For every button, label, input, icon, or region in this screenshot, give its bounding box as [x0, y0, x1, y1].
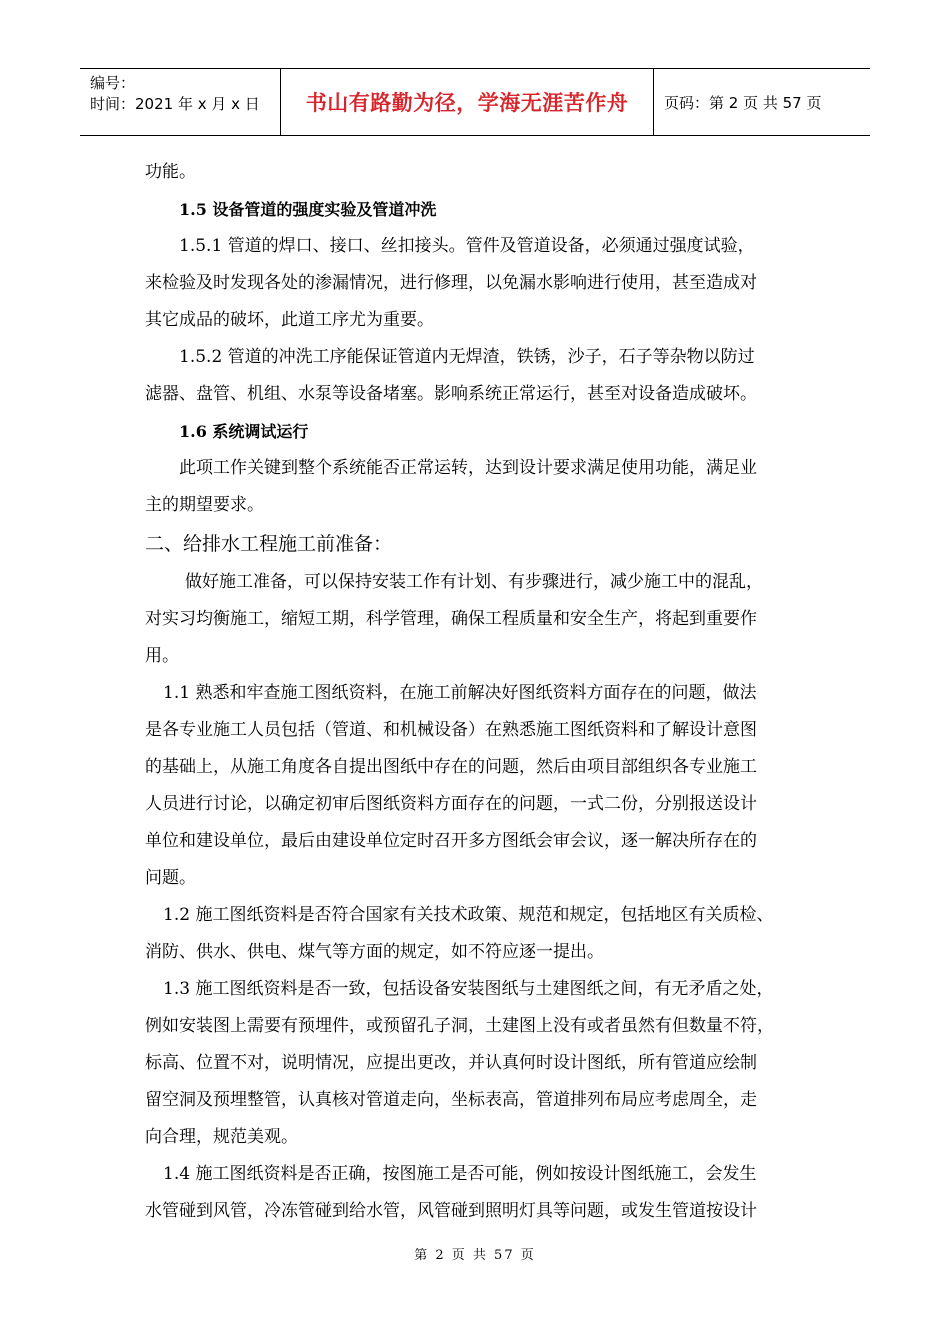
paragraph-line: 1.1 熟悉和牢查施工图纸资料，在施工前解决好图纸资料方面存在的问题，做法: [163, 683, 757, 703]
section-heading-1-5: 1.5 设备管道的强度实验及管道冲洗: [179, 200, 437, 219]
paragraph-text: 功能。: [145, 162, 196, 182]
chapter-heading: 二、给排水工程施工前准备：: [145, 533, 393, 555]
header-meta: [80, 69, 281, 135]
paragraph-line: 1.2 施工图纸资料是否符合国家有关技术政策、规范和规定，包括地区有关质检、: [163, 905, 774, 925]
paragraph-line: 1.5.1 管道的焊口、接口、丝扣接头。管件及管道设备，必须通过强度试验，: [179, 236, 755, 256]
paragraph-line: 此项工作关键到整个系统能否正常运转，达到设计要求满足使用功能，满足业: [179, 458, 757, 478]
section-heading-1-6: 1.6 系统调试运行: [179, 422, 309, 441]
paragraph-line: 标高、位置不对，说明情况，应提出更改，并认真何时设计图纸，所有管道应绘制: [145, 1053, 757, 1073]
page-footer: 第 2 页 共 57 页: [414, 1248, 536, 1263]
paragraph-line: 做好施工准备，可以保持安装工作有计划、有步骤进行，减少施工中的混乱，: [185, 572, 763, 592]
paragraph-line: 来检验及时发现各处的渗漏情况，进行修理，以免漏水影响进行使用，甚至造成对: [145, 273, 757, 293]
paragraph-line: 消防、供水、供电、煤气等方面的规定，如不符应逐一提出。: [145, 942, 604, 962]
header-page-info: 页码：第 2 页 共 57 页: [664, 93, 822, 112]
paragraph-line: 对实习均衡施工，缩短工期，科学管理，确保工程质量和安全生产，将起到重要作: [145, 609, 757, 629]
paragraph-line: 1.4 施工图纸资料是否正确，按图施工是否可能，例如按设计图纸施工，会发生: [163, 1164, 757, 1184]
document-number: 编号：: [90, 74, 136, 92]
paragraph-line: 是各专业施工人员包括（管道、和机械设备）在熟悉施工图纸资料和了解设计意图: [145, 720, 757, 740]
paragraph-line: 向合理，规范美观。: [145, 1127, 298, 1147]
paragraph-line: 问题。: [145, 868, 196, 888]
paragraph-line: 1.5.2 管道的冲洗工序能保证管道内无焊渣，铁锈，沙子，石子等杂物以防过: [179, 347, 755, 367]
paragraph-line: 单位和建设单位，最后由建设单位定时召开多方图纸会审会议，逐一解决所存在的: [145, 831, 757, 851]
paragraph-line: 例如安装图上需要有预埋件，或预留孔子洞，土建图上没有或者虽然有但数量不符，: [145, 1016, 774, 1036]
paragraph-line: 水管碰到风管，冷冻管碰到给水管，风管碰到照明灯具等问题，或发生管道按设计: [145, 1201, 757, 1221]
header-motto: 书山有路勤为径，学海无涯苦作舟: [305, 91, 629, 115]
paragraph-line: 其它成品的破坏，此道工序尤为重要。: [145, 310, 434, 330]
paragraph-line: 1.3 施工图纸资料是否一致，包括设备安装图纸与土建图纸之间，有无矛盾之处，: [163, 979, 774, 999]
paragraph-line: 的基础上，从施工角度各自提出图纸中存在的问题，然后由项目部组织各专业施工: [145, 757, 757, 777]
paragraph-line: 主的期望要求。: [145, 495, 264, 515]
paragraph-line: 用。: [145, 646, 179, 666]
paragraph-line: 留空洞及预埋整管，认真核对管道走向，坐标表高，管道排列布局应考虑周全，走: [145, 1090, 757, 1110]
paragraph-line: 滤器、盘管、机组、水泵等设备堵塞。影响系统正常运行，甚至对设备造成破坏。: [145, 384, 757, 404]
header-motto-cell: [281, 69, 654, 135]
document-body: [145, 154, 825, 1230]
paragraph-line: 人员进行讨论，以确定初审后图纸资料方面存在的问题，一式二份，分别报送设计: [145, 794, 757, 814]
page-header: [80, 68, 870, 136]
document-date: 时间：2021 年 x 月 x 日: [90, 95, 260, 113]
